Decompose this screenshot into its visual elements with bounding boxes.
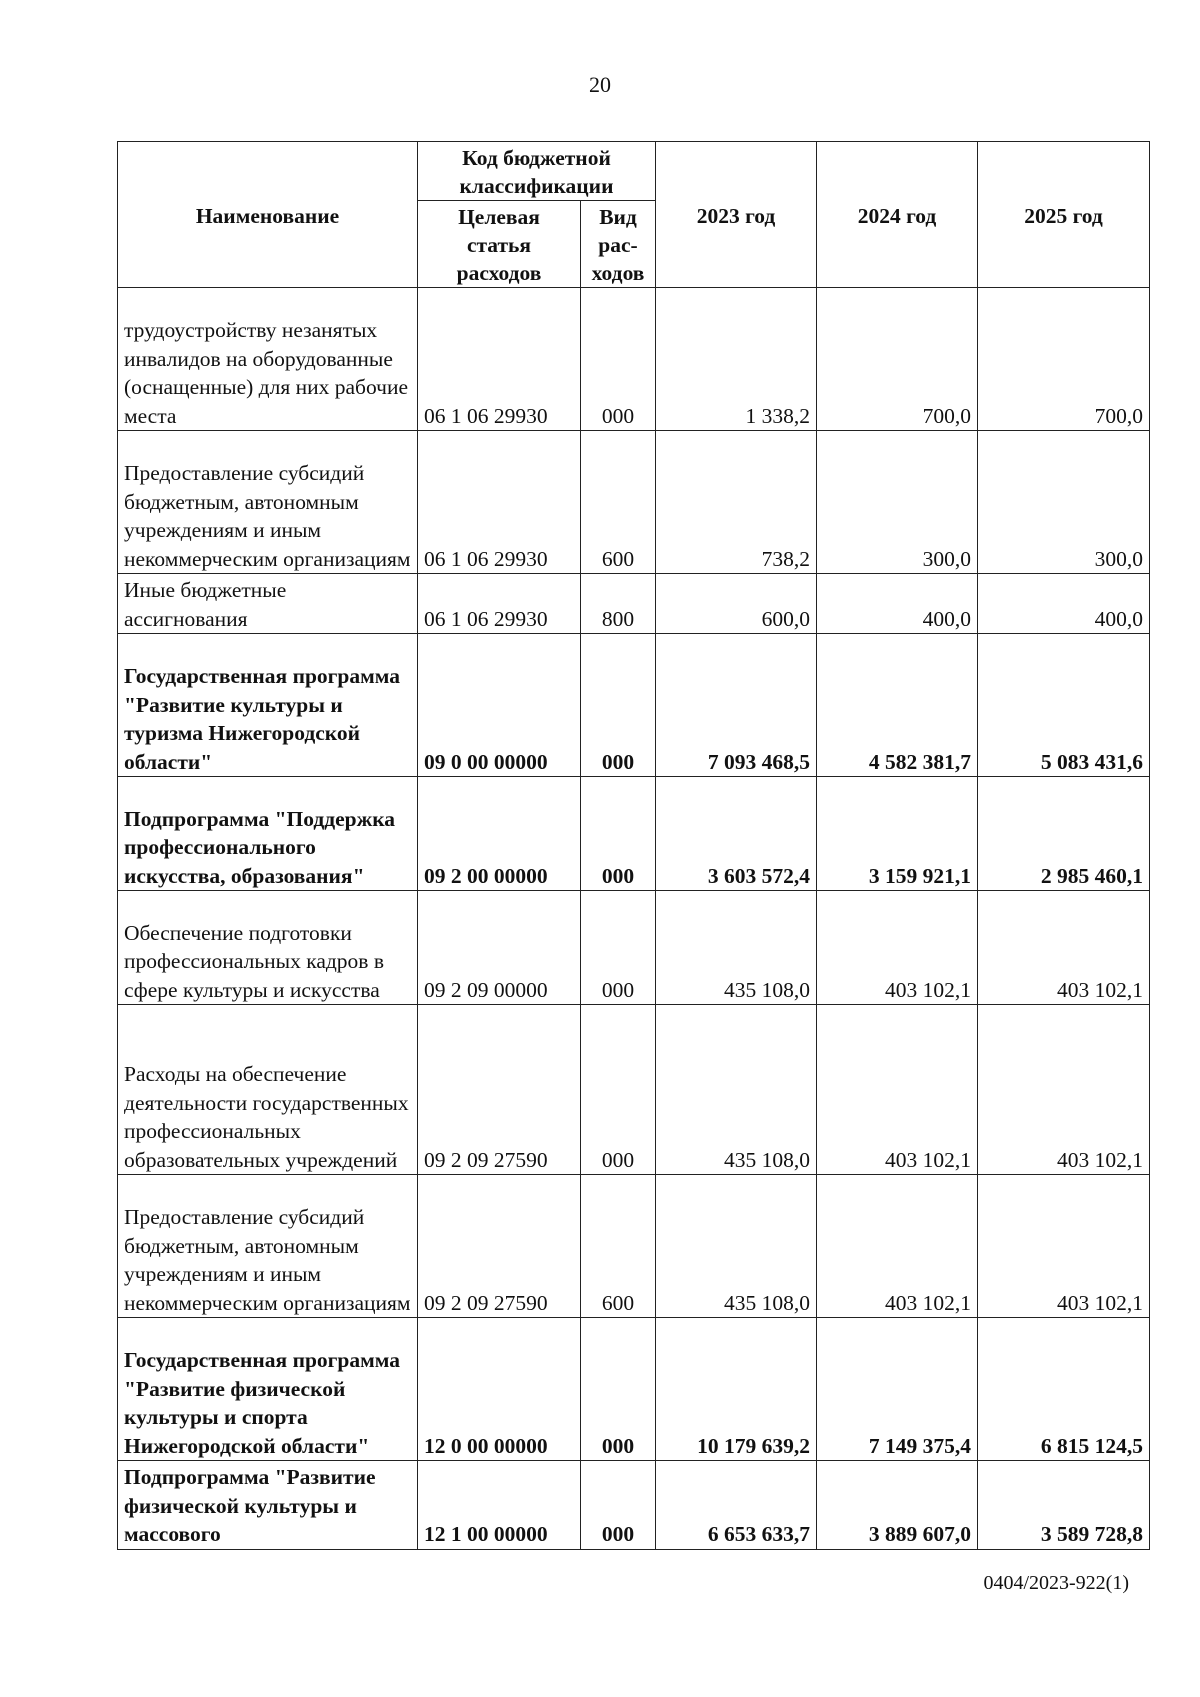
row-2024: 400,0 (817, 574, 978, 634)
table-row (118, 431, 1150, 574)
header-expense-type: Вид рас-ходов (581, 201, 656, 288)
row-2024: 300,0 (817, 431, 978, 574)
row-name: трудоустройству незанятых инвалидов на оборудованные (оснащенные) для них рабочие места (118, 288, 418, 431)
row-expense-type: 000 (581, 891, 656, 1005)
row-name: Государственная программа "Развитие физической культуры и спорта Нижегородской области" (118, 1318, 418, 1461)
row-target-article: 09 2 09 27590 (418, 1175, 581, 1318)
row-2025: 6 815 124,5 (978, 1318, 1150, 1461)
page-number: 20 (589, 72, 611, 97)
header-target-article: Целевая статья расходов (418, 201, 581, 288)
row-2024: 700,0 (817, 288, 978, 431)
table-row (118, 1318, 1150, 1461)
row-name: Расходы на обеспечение деятельности государственных профессиональных образовательных учреждений (118, 1005, 418, 1175)
row-target-article: 09 2 09 27590 (418, 1005, 581, 1175)
row-2023: 10 179 639,2 (656, 1318, 817, 1461)
row-2025: 403 102,1 (978, 1175, 1150, 1318)
table-row (118, 1461, 1150, 1550)
row-2023: 6 653 633,7 (656, 1461, 817, 1550)
row-2025: 403 102,1 (978, 891, 1150, 1005)
table-row (118, 634, 1150, 777)
row-2024: 403 102,1 (817, 1175, 978, 1318)
table-body (118, 288, 1150, 1550)
row-2023: 435 108,0 (656, 891, 817, 1005)
table-header (118, 142, 1150, 288)
row-2023: 738,2 (656, 431, 817, 574)
row-2023: 1 338,2 (656, 288, 817, 431)
row-name: Предоставление субсидий бюджетным, автономным учреждениям и иным некоммерческим организациям (118, 1175, 418, 1318)
row-expense-type: 600 (581, 431, 656, 574)
row-name: Предоставление субсидий бюджетным, автономным учреждениям и иным некоммерческим организациям (118, 431, 418, 574)
row-2023: 600,0 (656, 574, 817, 634)
row-name: Иные бюджетные ассигнования (118, 574, 418, 634)
table-row (118, 777, 1150, 891)
row-expense-type: 000 (581, 1461, 656, 1550)
row-expense-type: 000 (581, 777, 656, 891)
row-name: Обеспечение подготовки профессиональных кадров в сфере культуры и искусства (118, 891, 418, 1005)
row-2025: 5 083 431,6 (978, 634, 1150, 777)
header-name: Наименование (118, 142, 418, 288)
row-expense-type: 800 (581, 574, 656, 634)
row-target-article: 06 1 06 29930 (418, 288, 581, 431)
row-2023: 7 093 468,5 (656, 634, 817, 777)
table-row (118, 1005, 1150, 1175)
row-target-article: 09 0 00 00000 (418, 634, 581, 777)
header-classification: Код бюджетной классификации (418, 142, 656, 201)
row-2025: 300,0 (978, 431, 1150, 574)
row-name: Подпрограмма "Поддержка профессионального искусства, образования" (118, 777, 418, 891)
table-row (118, 1175, 1150, 1318)
row-2024: 403 102,1 (817, 1005, 978, 1175)
row-2023: 435 108,0 (656, 1175, 817, 1318)
row-2024: 3 889 607,0 (817, 1461, 978, 1550)
row-2025: 700,0 (978, 288, 1150, 431)
table-row (118, 891, 1150, 1005)
row-2024: 3 159 921,1 (817, 777, 978, 891)
row-2024: 7 149 375,4 (817, 1318, 978, 1461)
row-expense-type: 000 (581, 1005, 656, 1175)
header-2025: 2025 год (978, 142, 1150, 288)
row-2024: 403 102,1 (817, 891, 978, 1005)
table-row (118, 574, 1150, 634)
row-name: Подпрограмма "Развитие физической культуры и массового (118, 1461, 418, 1550)
row-target-article: 12 1 00 00000 (418, 1461, 581, 1550)
row-target-article: 06 1 06 29930 (418, 431, 581, 574)
row-2025: 2 985 460,1 (978, 777, 1150, 891)
row-2023: 3 603 572,4 (656, 777, 817, 891)
budget-table (117, 141, 1150, 1550)
row-expense-type: 000 (581, 634, 656, 777)
row-expense-type: 000 (581, 288, 656, 431)
header-2023: 2023 год (656, 142, 817, 288)
row-target-article: 09 2 09 00000 (418, 891, 581, 1005)
row-expense-type: 600 (581, 1175, 656, 1318)
row-2025: 3 589 728,8 (978, 1461, 1150, 1550)
row-target-article: 09 2 00 00000 (418, 777, 581, 891)
row-2025: 400,0 (978, 574, 1150, 634)
row-2025: 403 102,1 (978, 1005, 1150, 1175)
header-2024: 2024 год (817, 142, 978, 288)
row-2023: 435 108,0 (656, 1005, 817, 1175)
document-code: 0404/2023-922(1) (983, 1572, 1129, 1594)
table-row (118, 288, 1150, 431)
row-target-article: 06 1 06 29930 (418, 574, 581, 634)
row-name: Государственная программа "Развитие культуры и туризма Нижегородской области" (118, 634, 418, 777)
row-2024: 4 582 381,7 (817, 634, 978, 777)
row-target-article: 12 0 00 00000 (418, 1318, 581, 1461)
row-expense-type: 000 (581, 1318, 656, 1461)
